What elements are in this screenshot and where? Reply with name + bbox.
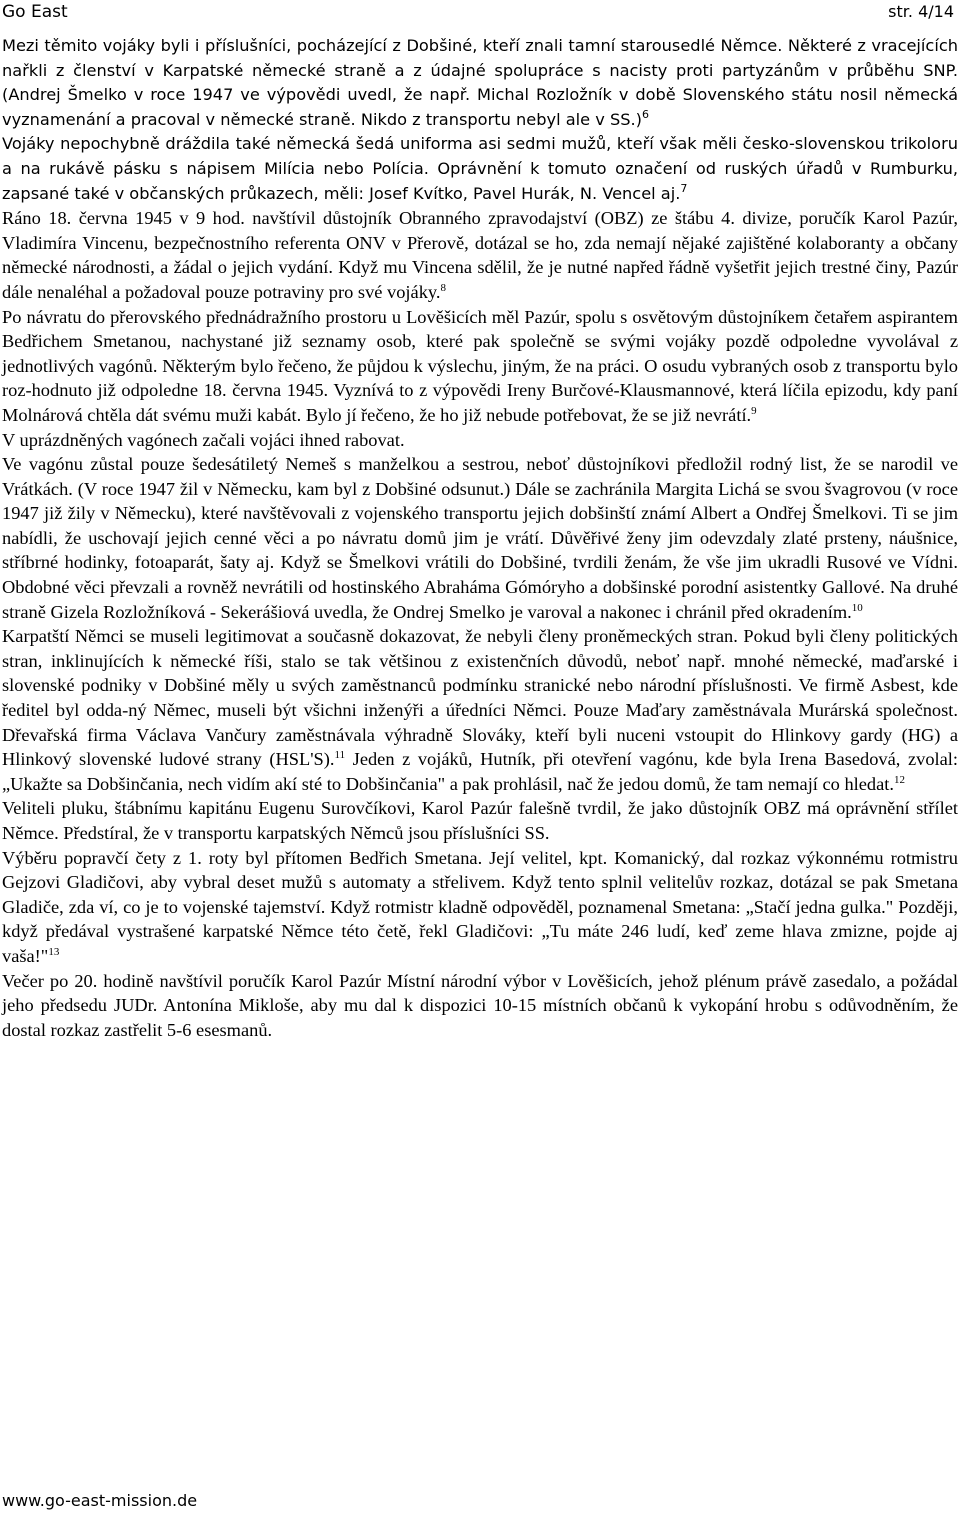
paragraph <box>2 846 958 969</box>
paragraph <box>2 796 958 845</box>
footnote-ref: 13 <box>48 945 60 958</box>
footnote-ref: 6 <box>641 107 649 121</box>
footer-url: www.go-east-mission.de <box>2 1491 198 1510</box>
paragraph <box>2 969 958 1043</box>
page-footer <box>2 1490 197 1512</box>
paragraph-text: Mezi těmito vojáky byli i příslušníci, pocházející z Dobšiné, kteří znali tamní starousedlé Němce. Některé z vracejících nařkli z členství v Karpatské německé straně a z údajné spolupráce s nacisty proti partyzánům v průběhu SNP. (Andrej Šmelko v roce 1947 ve výpovědi uvedl, že např. Michal Rozložník v době Slovenského státu nosil německá vyznamenání a pracoval v německé straně. Nikdo z transportu nebyl ale v SS.) <box>2 36 958 129</box>
paragraph <box>2 452 958 624</box>
paragraph-text: Jeden z vojáků, Hutník, při otevření vagónu, kde byla Irena Basedová, zvolal: „Ukažte sa Dobšinčania, nech vidím akí sté to Dobšinčania" a pak prohlásil, nač že jedou domů, že tam nemají co hledat. <box>2 749 959 794</box>
paragraph <box>2 206 958 304</box>
paragraph-text: Večer po 20. hodině navštívil poručík Karol Pazúr Místní národní výbor v Lověšicích, jehož plénum právě zasedalo, a požádal jeho předsedu JUDr. Antonína Mikloše, aby mu dal k dispozici 10-15 místních občanů k vykopání hrobu s odůvodněním, že dostal rozkaz zastřelit 5-6 esesmanů. <box>2 970 958 1040</box>
footnote-ref: 11 <box>334 749 346 762</box>
paragraph-text: Ráno 18. června 1945 v 9 hod. navštívil důstojník Obranného zpravodajství (OBZ) ze štábu 4. divize, poručík Karol Pazúr, Vladimíra Vincenu, bezpečnostního referenta ONV v Přerově, dotázal se ho, zda nemají nějaké zajištěné kolaboranty a občany německé národnosti, a žádal o jejich vydání. Když mu Vincena sdělil, že je nutné napřed řádně vyšetřit jejich trestné činy, Pazúr dále nenaléhal a požadoval pouze potraviny pro své vojáky. <box>2 208 958 302</box>
paragraph <box>2 624 958 796</box>
document-body <box>2 34 958 1042</box>
footnote-ref: 8 <box>440 281 446 294</box>
paragraph <box>2 132 958 206</box>
footnote-ref: 7 <box>680 181 688 195</box>
paragraph-text: Karpatští Němci se museli legitimovat a současně dokazovat, že nebyli členy proněmeckých stran. Pokud byli členy politických stran, inklinujících k německé říši, stalo se tak většinou z existenčních důvodů, neboť např. mnohé německé, maďarské i slovenské podniky v Dobšiné měly u svých zaměstnanců podmínku stranické nebo národní příslušnosti. Ve firmě Asbest, kde ředitel byl odda-ný Němec, museli být všichni inženýři a úředníci Němci. Pouze Maďary zaměstnávala Murárská společnost. Dřevařská firma Václava Vančury zaměstnávala výhradně Slováky, kteří byli nuceni vstoupit do Hlinkovy gardy (HG) a Hlinkový slovenské ludové strany (HSL'S). <box>2 626 958 770</box>
paragraph <box>2 305 958 428</box>
paragraph-text: V uprázdněných vagónech začali vojáci ihned rabovat. <box>2 429 405 450</box>
paragraph-text: Výběru popravčí čety z 1. roty byl přítomen Bedřich Smetana. Její velitel, kpt. Komanický, dal rozkaz výkonnému rotmistru Gejzovi Gladičovi, aby vybral deset mužů s automaty a střelivem. Když tento splnil velitelův rozkaz, dotázal se pak Smetana Gladiče, zda ví, co je to vojenské tajemství. Když rotmistr kladně odpověděl, poznamenal Smetana: „Stačí jedna gulka." Později, když předával vystrašené karpatské Němce této četě, řekl Gladičovi: „Tu máte 246 ludí, keď zeme hlava zmizne, pojde aj vaša!" <box>2 847 958 966</box>
paragraph <box>2 34 958 132</box>
header-title: Go East <box>2 2 68 22</box>
page-number: str. 4/14 <box>888 2 954 21</box>
paragraph-text: Veliteli pluku, štábnímu kapitánu Eugenu Surovčíkovi, Karol Pazúr falešně tvrdil, že jako důstojník OBZ má oprávnění střílet Němce. Předstíral, že v transportu karpatských Němců jsou příslušníci SS. <box>2 798 958 843</box>
paragraph-text: Ve vagónu zůstal pouze šedesátiletý Nemeš s manželkou a sestrou, neboť důstojníkovi předložil rodný list, že se narodil ve Vrátkách. (V roce 1947 žil v Německu, kam byl z Dobšiné odsunut.) Dále se zachránila Margita Lichá se svou švagrovou (v roce 1947 již žily v Německu), které navštěvovali z vojenského transportu jejich dobšinští známí Albert a Ondřej Šmelkovi. Ti se jim nabídli, že uschovají jejich cenné věci a po návratu domů jim je vrátí. Důvěřivé ženy jim odevzdaly zlaté prsteny, náušnice, stříbrné hodinky, fotoaparát, šaty aj. Když se Šmelkovi vrátili do Dobšiné, tvrdili ženám, že vše jim ukradli Rusové ve Vídni. Obdobné věci převzali a rovněž nevrátili od hostinského Abraháma Gómóryho a dobšinské porodní asistentky Gallové. Na druhé straně Gizela Rozložníková - Sekerášiová uvedla, že Ondrej Smelko je varoval a nakonec i chránil před okradením. <box>2 454 958 622</box>
page-header <box>0 0 960 24</box>
paragraph-text: Po návratu do přerovského přednádražního prostoru u Lověšicích měl Pazúr, spolu s osvětovým důstojníkem četařem aspirantem Bedřichem Smetanou, nachystané již seznamy osob, které pak společně se svými vojáky pozdě odpoledne vyvolával z jednotlivých vagónů. Některým bylo řečeno, že půjdou k výslechu, jiným, že na práci. O osudu vybraných osob z transportu bylo roz-hodnuto již odpoledne 18. června 1945. Vyznívá to z výpovědi Ireny Burčové-Klausmannové, která líčila epizodu, kdy paní Molnárová chtěla dát svému muži kabát. Bylo jí řečeno, že ho již nebude potřebovat, že se již nevrátí. <box>2 306 958 425</box>
paragraph-text: Vojáky nepochybně dráždila také německá šedá uniforma asi sedmi mužů, kteří však měli česko-slovenskou trikoloru a na rukávě pásku s nápisem Milícia nebo Polícia. Oprávnění k tomuto označení od ruských úřadů v Rumburku, zapsané také v občanských průkazech, měli: Josef Kvítko, Pavel Hurák, N. Vencel aj. <box>2 134 958 203</box>
footnote-ref: 9 <box>751 404 757 417</box>
footnote-ref: 12 <box>894 773 905 786</box>
footnote-ref: 10 <box>851 601 863 614</box>
paragraph <box>2 428 958 453</box>
